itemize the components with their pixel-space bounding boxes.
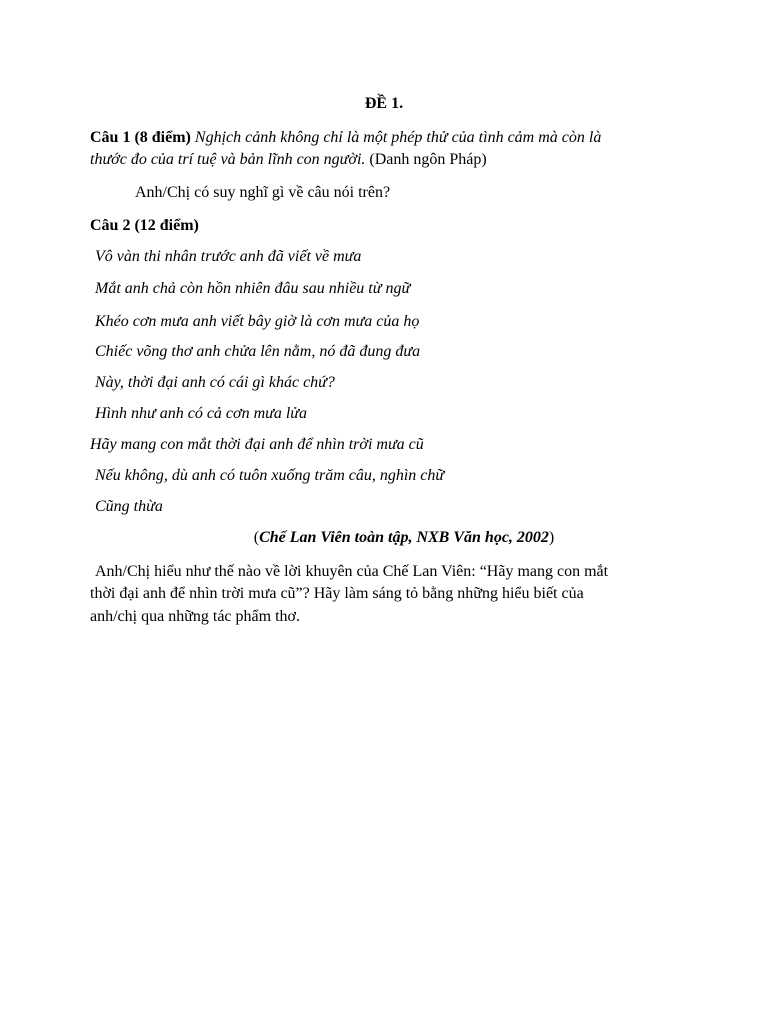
- question-1-line-1: [90, 128, 601, 148]
- citation-close-paren: ): [548, 529, 555, 546]
- poem-line-7: Hãy mang con mắt thời đại anh để nhìn trời mưa cũ: [90, 436, 424, 453]
- question-1-label: Câu 1 (8 điểm): [90, 129, 191, 146]
- poem-line-6: Hình như anh có cả cơn mưa lửa: [95, 405, 308, 422]
- question-1-line-2: [90, 150, 487, 170]
- poem-line-3: Khéo cơn mưa anh viết bây giờ là cơn mưa của họ: [95, 313, 420, 330]
- question-2-task-line-1: Anh/Chị hiểu như thế nào về lời khuyên của Chế Lan Viên: “Hãy mang con mắt: [95, 563, 609, 580]
- question-1-prompt: Anh/Chị có suy nghĩ gì về câu nói trên?: [135, 184, 391, 201]
- question-1-source: (Danh ngôn Pháp): [369, 151, 487, 168]
- question-1-quote-part-2: thước đo của trí tuệ và bản lĩnh con người.: [90, 151, 366, 168]
- poem-citation: [0, 528, 768, 548]
- poem-line-8: Nếu không, dù anh có tuôn xuống trăm câu, nghìn chữ: [95, 467, 445, 484]
- question-1-quote-part-1: Nghịch cảnh không chỉ là một phép thử của tình cảm mà còn là: [194, 129, 602, 146]
- question-2-task-line-3: anh/chị qua những tác phẩm thơ.: [90, 608, 300, 625]
- exam-title: ĐỀ 1.: [364, 95, 404, 112]
- citation-open-paren: (: [253, 529, 260, 546]
- question-2-task-line-2: thời đại anh để nhìn trời mưa cũ”? Hãy làm sáng tỏ bằng những hiểu biết của: [90, 585, 584, 602]
- poem-line-2: Mắt anh chả còn hồn nhiên đâu sau nhiều từ ngữ: [95, 280, 411, 297]
- question-2-label: Câu 2 (12 điểm): [90, 217, 199, 234]
- poem-line-9: Cũng thừa: [95, 498, 163, 515]
- poem-line-5: Này, thời đại anh có cái gì khác chứ?: [95, 374, 335, 391]
- citation-text: Chế Lan Viên toàn tập, NXB Văn học, 2002: [259, 529, 549, 546]
- poem-line-4: Chiếc võng thơ anh chửa lên nằm, nó đã đung đưa: [95, 343, 421, 360]
- poem-line-1: Vô vàn thi nhân trước anh đã viết về mưa: [95, 248, 362, 265]
